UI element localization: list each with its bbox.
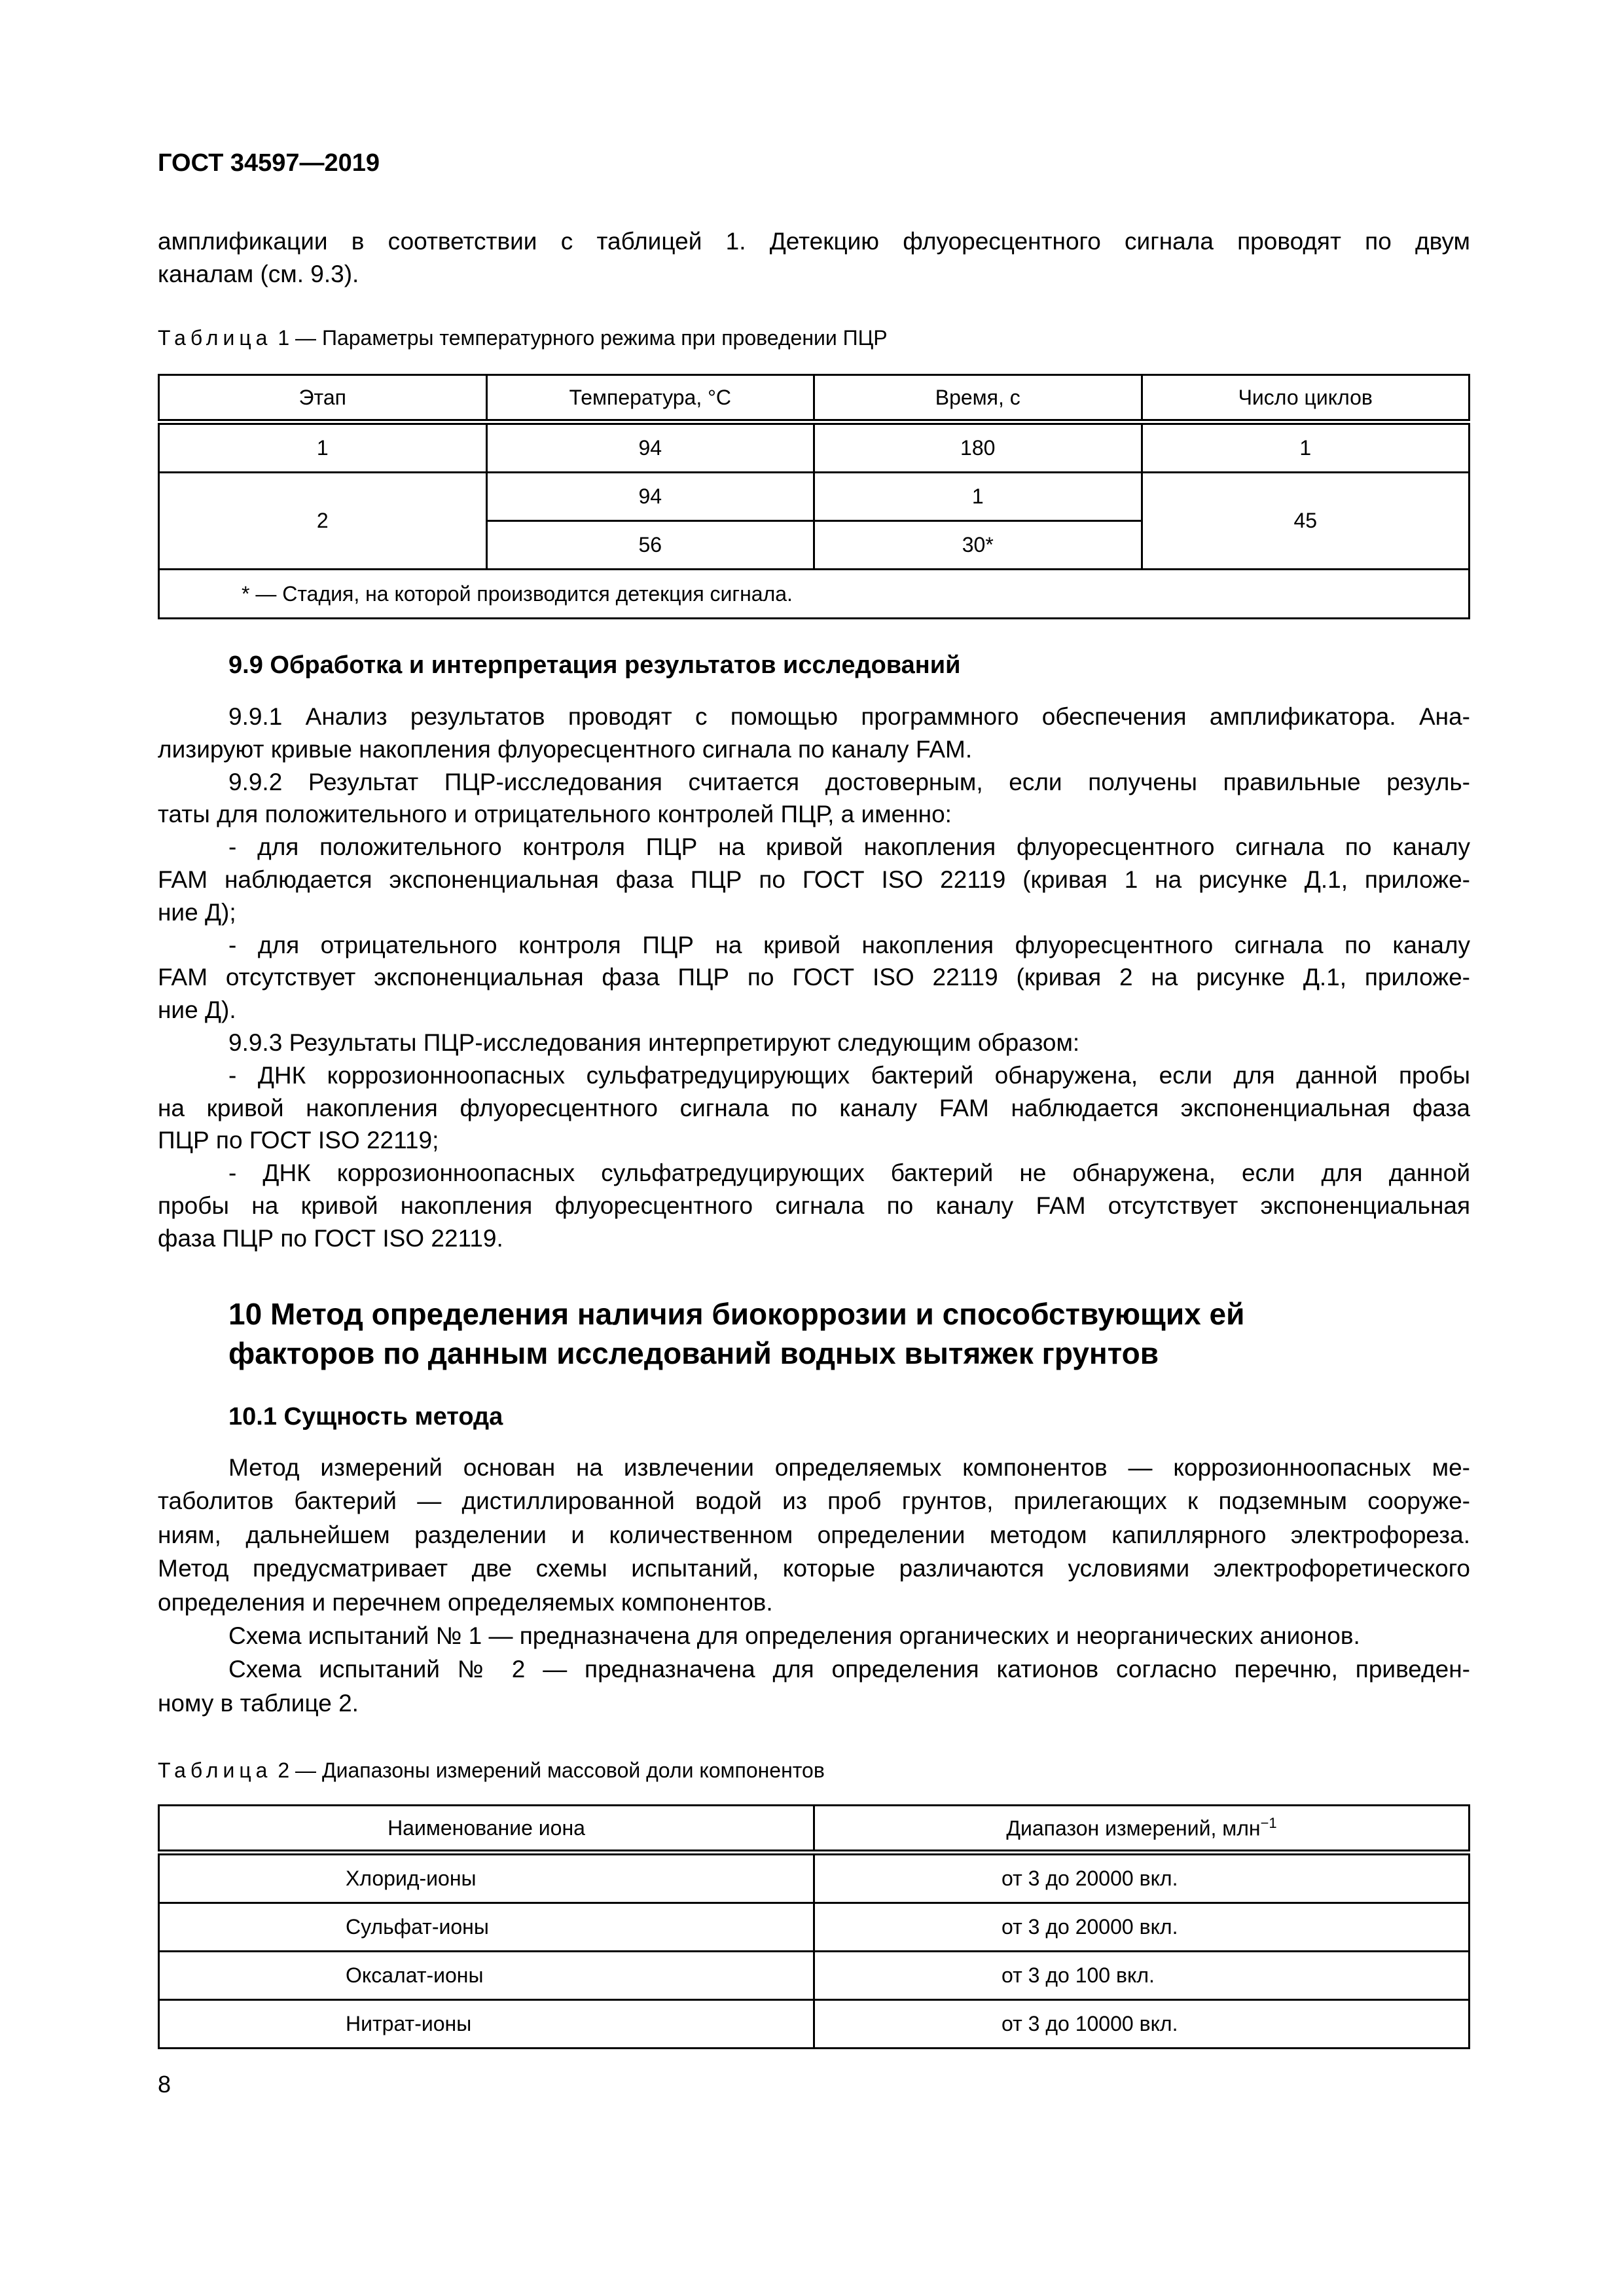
text-line: Схема испытаний № 1 — предназначена для определения органических и неорганических анионов. bbox=[228, 1622, 1360, 1649]
section-9-9-body bbox=[158, 701, 1470, 1255]
text-line: пробы на кривой накопления флуоресцентного сигнала по каналу FAM отсутствует экспоненциальная bbox=[158, 1192, 1470, 1219]
cell-cycles: 45 bbox=[1142, 473, 1470, 570]
table-row bbox=[159, 2000, 1470, 2049]
header-range-text: Диапазон измерений, млн bbox=[1006, 1816, 1261, 1840]
text-line: амплификации в соответствии с таблицей 1. Детекцию флуоресцентного сигнала проводят по двум bbox=[158, 228, 1470, 255]
text-line: Метод измерений основан на извлечении определяемых компонентов — коррозионноопасных ме- bbox=[228, 1454, 1470, 1481]
table1-pcr-parameters bbox=[158, 374, 1470, 619]
cell-name: Сульфат-ионы bbox=[159, 1903, 814, 1952]
table-row bbox=[159, 1952, 1470, 2000]
header-time: Время, с bbox=[814, 375, 1142, 422]
text-line: 9.9.2 Результат ПЦР-исследования считается достоверным, если получены правильные резуль- bbox=[228, 768, 1470, 795]
table-row bbox=[159, 473, 1470, 521]
table1-caption-text: — Параметры температурного режима при проведении ПЦР bbox=[295, 326, 888, 350]
text-line: - для отрицательного контроля ПЦР на кривой накопления флуоресцентного сигнала по каналу bbox=[228, 931, 1470, 958]
text-line: фаза ПЦР по ГОСТ ISO 22119. bbox=[158, 1224, 503, 1252]
section-10-1-heading: 10.1 Сущность метода bbox=[228, 1403, 503, 1430]
table-row bbox=[159, 422, 1470, 473]
cell-range: от 3 до 10000 вкл. bbox=[814, 2000, 1470, 2049]
table-header-row bbox=[159, 1806, 1470, 1853]
cell-stage: 1 bbox=[159, 422, 487, 473]
header-range-unit-exponent: −1 bbox=[1260, 1815, 1277, 1832]
text-line: - ДНК коррозионноопасных сульфатредуцирующих бактерий обнаружена, если для данной пробы bbox=[228, 1061, 1470, 1089]
document-header: ГОСТ 34597—2019 bbox=[158, 149, 380, 177]
table2-caption-text: — Диапазоны измерений массовой доли компонентов bbox=[295, 1758, 825, 1782]
text-line: ниям, дальнейшем разделении и количественном определении методом капиллярного электрофореза. bbox=[158, 1521, 1470, 1548]
text-line: таты для положительного и отрицательного контролей ПЦР, а именно: bbox=[158, 801, 952, 828]
table2-measurement-ranges bbox=[158, 1804, 1470, 2049]
cell-temp: 94 bbox=[486, 473, 814, 521]
cell-name: Нитрат-ионы bbox=[159, 2000, 814, 2049]
cell-time: 180 bbox=[814, 422, 1142, 473]
cell-name: Хлорид-ионы bbox=[159, 1853, 814, 1903]
header-stage: Этап bbox=[159, 375, 487, 422]
section-10-heading-line: 10 Метод определения наличия биокоррозии и способствующих ей bbox=[228, 1297, 1245, 1331]
cell-cycles: 1 bbox=[1142, 422, 1470, 473]
cell-range: от 3 до 20000 вкл. bbox=[814, 1853, 1470, 1903]
header-range bbox=[814, 1806, 1470, 1853]
text-line: FAM отсутствует экспоненциальная фаза ПЦР по ГОСТ ISO 22119 (кривая 2 на рисунке Д.1, приложе- bbox=[158, 964, 1470, 991]
text-line: FAM наблюдается экспоненциальная фаза ПЦР по ГОСТ ISO 22119 (кривая 1 на рисунке Д.1, приложе- bbox=[158, 866, 1470, 893]
table-row bbox=[159, 1903, 1470, 1952]
text-line: - для положительного контроля ПЦР на кривой накопления флуоресцентного сигнала по каналу bbox=[228, 833, 1470, 861]
page-number: 8 bbox=[158, 2071, 171, 2098]
text-line: ние Д). bbox=[158, 996, 236, 1024]
table1-caption-number: 1 bbox=[278, 326, 290, 350]
cell-name: Оксалат-ионы bbox=[159, 1952, 814, 2000]
table-header-row bbox=[159, 375, 1470, 422]
text-line: 9.9.3 Результаты ПЦР-исследования интерпретируют следующим образом: bbox=[228, 1029, 1080, 1056]
cell-stage: 2 bbox=[159, 473, 487, 570]
text-line: - ДНК коррозионноопасных сульфатредуцирующих бактерий не обнаружена, если для данной bbox=[228, 1159, 1470, 1187]
header-cycles: Число циклов bbox=[1142, 375, 1470, 422]
text-line: определения и перечнем определяемых компонентов. bbox=[158, 1588, 773, 1616]
text-line: ние Д); bbox=[158, 898, 236, 926]
cell-range: от 3 до 100 вкл. bbox=[814, 1952, 1470, 2000]
cell-time: 30* bbox=[814, 521, 1142, 570]
text-line: таболитов бактерий — дистиллированной водой из проб грунтов, прилегающих к подземным сооруже- bbox=[158, 1487, 1470, 1515]
cell-time: 1 bbox=[814, 473, 1142, 521]
section-10-heading bbox=[228, 1294, 1244, 1373]
table2-caption bbox=[158, 1758, 825, 1783]
table-footnote: * — Стадия, на которой производится детекция сигнала. bbox=[159, 570, 1470, 619]
table1-caption bbox=[158, 326, 888, 350]
cell-range: от 3 до 20000 вкл. bbox=[814, 1903, 1470, 1952]
section-10-1-body bbox=[158, 1451, 1470, 1720]
text-line: Схема испытаний № 2 — предназначена для определения катионов согласно перечню, приведен- bbox=[228, 1656, 1470, 1683]
table2-caption-number: 2 bbox=[278, 1758, 290, 1782]
text-line: на кривой накопления флуоресцентного сигнала по каналу FAM наблюдается экспоненциальная фаза bbox=[158, 1094, 1470, 1121]
table2-caption-label: Таблица bbox=[158, 1758, 272, 1782]
section-10-heading-line: факторов по данным исследований водных вытяжек грунтов bbox=[228, 1336, 1159, 1370]
text-line: 9.9.1 Анализ результатов проводят с помощью программного обеспечения амплификатора. Ана- bbox=[228, 703, 1470, 730]
text-line: ПЦР по ГОСТ ISO 22119; bbox=[158, 1127, 439, 1154]
text-line: лизируют кривые накопления флуоресцентного сигнала по каналу FAM. bbox=[158, 735, 973, 763]
text-line: Метод предусматривает две схемы испытаний, которые различаются условиями электрофоретического bbox=[158, 1555, 1470, 1582]
table-row bbox=[159, 1853, 1470, 1903]
intro-paragraph bbox=[158, 225, 1470, 291]
section-9-9-heading: 9.9 Обработка и интерпретация результатов исследований bbox=[228, 651, 961, 679]
text-line: ному в таблице 2. bbox=[158, 1689, 359, 1717]
cell-temp: 94 bbox=[486, 422, 814, 473]
header-ion-name: Наименование иона bbox=[159, 1806, 814, 1853]
table-footnote-row bbox=[159, 570, 1470, 619]
text-line: каналам (см. 9.3). bbox=[158, 260, 359, 287]
cell-temp: 56 bbox=[486, 521, 814, 570]
header-temperature: Температура, °С bbox=[486, 375, 814, 422]
table1-caption-label: Таблица bbox=[158, 326, 272, 350]
